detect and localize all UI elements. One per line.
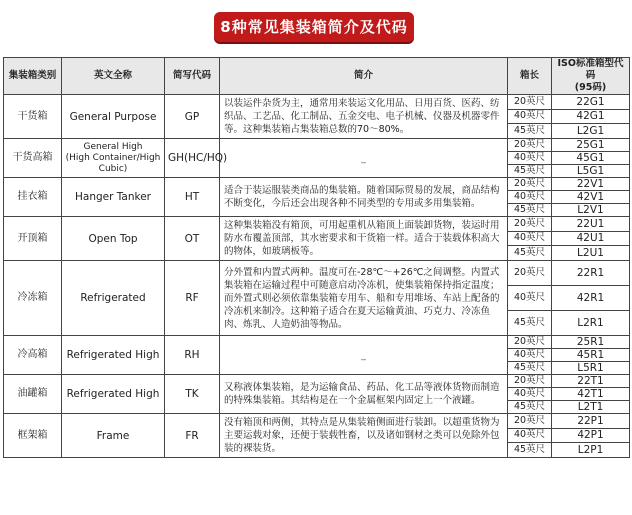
table-row xyxy=(4,139,630,152)
cell-length: 45英尺 xyxy=(508,165,552,178)
cell-iso: L5G1 xyxy=(552,165,630,178)
cell-length: 40英尺 xyxy=(508,231,552,246)
cell-iso: L2R1 xyxy=(552,311,630,336)
cell-english-line3: Cubic) xyxy=(98,163,128,174)
cell-abbr: GP xyxy=(165,95,220,139)
container-table xyxy=(3,57,630,458)
cell-length: 20英尺 xyxy=(508,261,552,286)
header-desc: 简介 xyxy=(220,58,508,95)
cell-iso: 42P1 xyxy=(552,428,630,443)
table-row xyxy=(4,261,630,286)
cell-length: 40英尺 xyxy=(508,286,552,311)
cell-iso: L5R1 xyxy=(552,362,630,375)
cell-category: 开顶箱 xyxy=(4,217,62,261)
cell-length: 20英尺 xyxy=(508,95,552,110)
cell-length: 40英尺 xyxy=(508,388,552,401)
cell-length: 20英尺 xyxy=(508,217,552,232)
cell-abbr: RF xyxy=(165,261,220,336)
cell-english xyxy=(62,139,165,178)
table-header-row xyxy=(4,58,630,95)
cell-length: 45英尺 xyxy=(508,204,552,217)
cell-english: Refrigerated High xyxy=(62,375,165,414)
cell-length: 40英尺 xyxy=(508,109,552,124)
page-title: 8种常见集装箱简介及代码 xyxy=(214,12,414,42)
cell-category: 框架箱 xyxy=(4,414,62,458)
cell-iso: 42U1 xyxy=(552,231,630,246)
cell-desc: 这种集装箱没有箱顶，可用起重机从箱顶上面装卸货物，装运时用防水布覆盖顶部，其水密要求和干货箱一样。适合于装载体积高大的物体，如玻璃板等。 xyxy=(220,217,508,261)
cell-category: 油罐箱 xyxy=(4,375,62,414)
cell-length: 45英尺 xyxy=(508,124,552,139)
cell-desc: _ xyxy=(220,139,508,178)
cell-length: 20英尺 xyxy=(508,336,552,349)
header-iso-line1: ISO标准箱型代码 xyxy=(557,58,624,81)
header-abbr: 简写代码 xyxy=(165,58,220,95)
table-row xyxy=(4,414,630,429)
cell-length: 40英尺 xyxy=(508,428,552,443)
cell-length: 20英尺 xyxy=(508,414,552,429)
cell-length: 45英尺 xyxy=(508,401,552,414)
table-row xyxy=(4,95,630,110)
cell-iso: L2G1 xyxy=(552,124,630,139)
header-length: 箱长 xyxy=(508,58,552,95)
cell-iso: 25G1 xyxy=(552,139,630,152)
cell-iso: 22U1 xyxy=(552,217,630,232)
cell-english-line1: General High xyxy=(83,141,143,152)
cell-category: 冷高箱 xyxy=(4,336,62,375)
header-category: 集装箱类别 xyxy=(4,58,62,95)
cell-desc: 又称液体集装箱，是为运输食品、药品、化工品等液体货物而制造的特殊集装箱。其结构是在一个金属框架内固定上一个液罐。 xyxy=(220,375,508,414)
cell-iso: 42T1 xyxy=(552,388,630,401)
cell-iso: L2T1 xyxy=(552,401,630,414)
cell-iso: 45G1 xyxy=(552,152,630,165)
cell-desc: _ xyxy=(220,336,508,375)
cell-length: 45英尺 xyxy=(508,443,552,458)
cell-desc: 以装运件杂货为主，通常用来装运文化用品、日用百货、医药、纺织品、工艺品、化工制品、五金交电、电子机械、仪器及机器零件等。这种集装箱占集装箱总数的70～80%。 xyxy=(220,95,508,139)
cell-abbr: HT xyxy=(165,178,220,217)
cell-english: Refrigerated High xyxy=(62,336,165,375)
cell-english: Frame xyxy=(62,414,165,458)
cell-length: 20英尺 xyxy=(508,375,552,388)
cell-category: 冷冻箱 xyxy=(4,261,62,336)
header-english: 英文全称 xyxy=(62,58,165,95)
cell-iso: 42V1 xyxy=(552,191,630,204)
cell-desc: 没有箱顶和两侧，其特点是从集装箱侧面进行装卸。以超重货物为主要运载对象，还便于装载牲畜，以及诸如钢材之类可以免除外包装的裸装货。 xyxy=(220,414,508,458)
cell-english: Hanger Tanker xyxy=(62,178,165,217)
cell-english-line2: (High Container/High xyxy=(65,152,161,163)
cell-iso: L2U1 xyxy=(552,246,630,261)
cell-iso: 25R1 xyxy=(552,336,630,349)
header-iso-line2: (95码) xyxy=(574,82,607,93)
cell-category: 干货高箱 xyxy=(4,139,62,178)
cell-english: Open Top xyxy=(62,217,165,261)
table-row xyxy=(4,375,630,388)
cell-length: 40英尺 xyxy=(508,152,552,165)
cell-abbr: GH(HC/HQ) xyxy=(165,139,220,178)
cell-english: Refrigerated xyxy=(62,261,165,336)
cell-iso: 45R1 xyxy=(552,349,630,362)
cell-english: General Purpose xyxy=(62,95,165,139)
cell-iso: 22G1 xyxy=(552,95,630,110)
cell-abbr: OT xyxy=(165,217,220,261)
table-row xyxy=(4,178,630,191)
cell-desc: 分外置和内置式两种。温度可在-28℃～+26℃之间调整。内置式集装箱在运输过程中可随意启动冷冻机，使集装箱保持指定温度；而外置式则必须依靠集装箱专用车、船和专用堆场、车站上配备的冷冻机来制冷。这种箱子适合在夏天运输黄油、巧克力、冷冻鱼肉、炼乳、人造奶油等物品。 xyxy=(220,261,508,336)
cell-iso: 22V1 xyxy=(552,178,630,191)
cell-iso: 22P1 xyxy=(552,414,630,429)
cell-length: 45英尺 xyxy=(508,311,552,336)
cell-iso: 22R1 xyxy=(552,261,630,286)
cell-length: 45英尺 xyxy=(508,246,552,261)
cell-category: 干货箱 xyxy=(4,95,62,139)
cell-iso: 42R1 xyxy=(552,286,630,311)
cell-iso: L2P1 xyxy=(552,443,630,458)
cell-category: 挂衣箱 xyxy=(4,178,62,217)
cell-length: 20英尺 xyxy=(508,139,552,152)
cell-iso: L2V1 xyxy=(552,204,630,217)
header-iso xyxy=(552,58,630,95)
cell-length: 45英尺 xyxy=(508,362,552,375)
cell-desc: 适合于装运服装类商品的集装箱。随着国际贸易的发展，商品结构不断变化，今后还会出现各种不同类型的专用或多用集装箱。 xyxy=(220,178,508,217)
cell-abbr: TK xyxy=(165,375,220,414)
cell-length: 20英尺 xyxy=(508,178,552,191)
cell-abbr: RH xyxy=(165,336,220,375)
cell-abbr: FR xyxy=(165,414,220,458)
cell-length: 40英尺 xyxy=(508,191,552,204)
cell-iso: 22T1 xyxy=(552,375,630,388)
title-area xyxy=(0,0,632,50)
cell-length: 40英尺 xyxy=(508,349,552,362)
table-row xyxy=(4,217,630,232)
cell-iso: 42G1 xyxy=(552,109,630,124)
table-row xyxy=(4,336,630,349)
